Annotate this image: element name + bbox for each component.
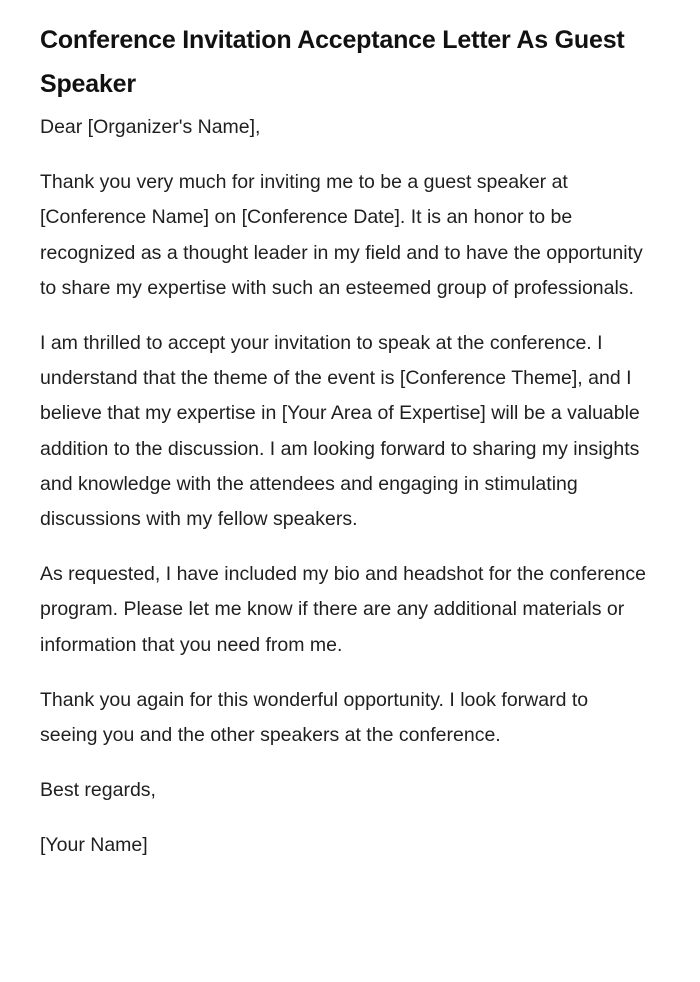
paragraph-thanks: Thank you again for this wonderful opportunity. I look forward to seeing you and the other speakers at the conference.: [40, 688, 589, 747]
paragraph-intro: Thank you very much for inviting me to be a guest speaker at [Conference Name] on [Conference Date]. It is an honor to be recognized as a thought leader in my field and to have the opportunity to share my expertise with such an esteemed group of professionals.: [40, 171, 643, 299]
signature: [Your Name]: [40, 834, 148, 857]
letter-title: Conference Invitation Acceptance Letter As Guest Speaker: [40, 26, 625, 98]
salutation: Dear [Organizer's Name],: [40, 116, 261, 138]
closing: Best regards,: [40, 779, 156, 802]
paragraph-materials: As requested, I have included my bio and headshot for the conference program. Please let me know if there are any additional materials or information that you need from me.: [40, 563, 646, 656]
paragraph-acceptance: I am thrilled to accept your invitation to speak at the conference. I understand that the theme of the event is [Conference Theme], and I believe that my expertise in [Your Area of Expertise] will be a valuable addition to the discussion. I am looking forward to sharing my insights and knowledge with the attendees and engaging in stimulating discussions with my fellow speakers.: [40, 332, 640, 531]
letter-document: [40, 18, 650, 884]
